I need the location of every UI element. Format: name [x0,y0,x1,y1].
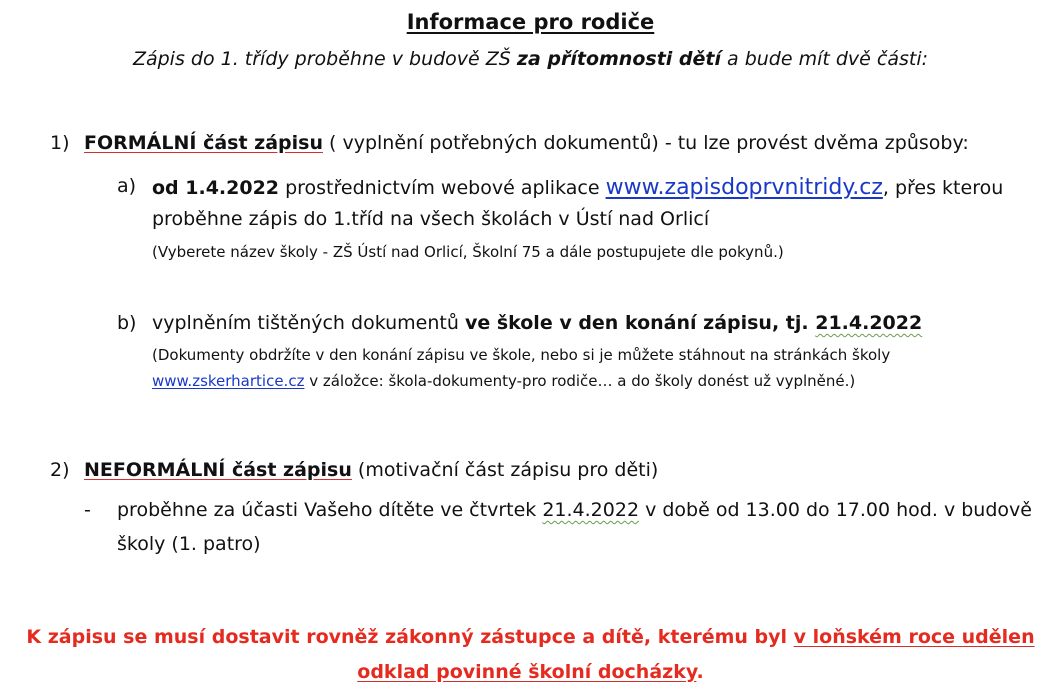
subtitle-text-1: Zápis do 1. třídy proběhne v budově ZŠ [132,48,517,70]
section1-heading-line [84,132,969,154]
item-b-note-text: v záložce: škola-dokumenty-pro rodiče… a do školy donést už vyplněné.) [304,372,856,390]
section2-line2: školy (1. patro) [117,533,261,555]
item-b-bold: ve škole v den konání zápisu, tj. [464,312,816,334]
subtitle [0,48,1061,70]
item-b-line1 [152,312,922,334]
zapis-link[interactable]: www.zapisdoprvnitridy.cz [605,175,883,200]
subtitle-text-2: a bude mít dvě části: [720,48,929,70]
item-b-text1: vyplněním tištěných dokumentů [152,312,465,334]
item-a-letter: a) [117,175,137,197]
warning-underlined-1: v loňském roce udělen [793,626,1035,648]
warning-text: K zápisu se musí dostavit rovněž zákonný zástupce a dítě, kterému byl [26,626,794,648]
section2-heading: NEFORMÁLNÍ část zápisu [84,459,352,481]
subtitle-bold: za přítomnosti dětí [516,48,721,70]
warning-end: . [696,661,704,683]
item-b-date: 21.4.2022 [815,312,923,334]
section2-heading-rest: (motivační část zápisu pro děti) [351,459,659,481]
item-a-date: od 1.4.2022 [152,177,280,199]
warning-line1 [0,626,1061,648]
section2-heading-line [84,459,658,481]
skola-link[interactable]: www.zskerhartice.cz [152,372,305,390]
section2-bullet: - [84,499,91,521]
section2-line1-b: v době od 13.00 do 17.00 hod. v budově [639,499,1032,521]
page-title: Informace pro rodiče [406,10,655,34]
section2-line1-a: proběhne za účasti Vašeho dítěte ve čtvrtek [117,499,543,521]
warning-line2 [0,661,1061,683]
section1-heading-rest: ( vyplnění potřebných dokumentů) - tu lze provést dvěma způsoby: [322,132,969,154]
item-a-text2: , přes kterou [882,177,1004,199]
item-a-line1 [152,175,1003,200]
item-b-letter: b) [117,312,137,334]
item-a-note: (Vyberete název školy - ZŠ Ústí nad Orlicí, Školní 75 a dále postupujete dle pokynů.) [152,243,784,261]
section1-heading: FORMÁLNÍ část zápisu [84,132,323,154]
item-b-note-line2 [152,372,855,390]
warning-underlined-2: odklad povinné školní docházky [357,661,697,683]
section1-number: 1) [50,132,70,154]
section2-date: 21.4.2022 [542,499,640,521]
section2-number: 2) [50,459,70,481]
item-b-note-line1: (Dokumenty obdržíte v den konání zápisu ve škole, nebo si je můžete stáhnout na stránkách školy [152,346,891,364]
item-a-line2: proběhne zápis do 1.tříd na všech školách v Ústí nad Orlicí [152,208,710,230]
item-a-text1: prostřednictvím webové aplikace [279,177,606,199]
section2-line1 [117,499,1032,521]
